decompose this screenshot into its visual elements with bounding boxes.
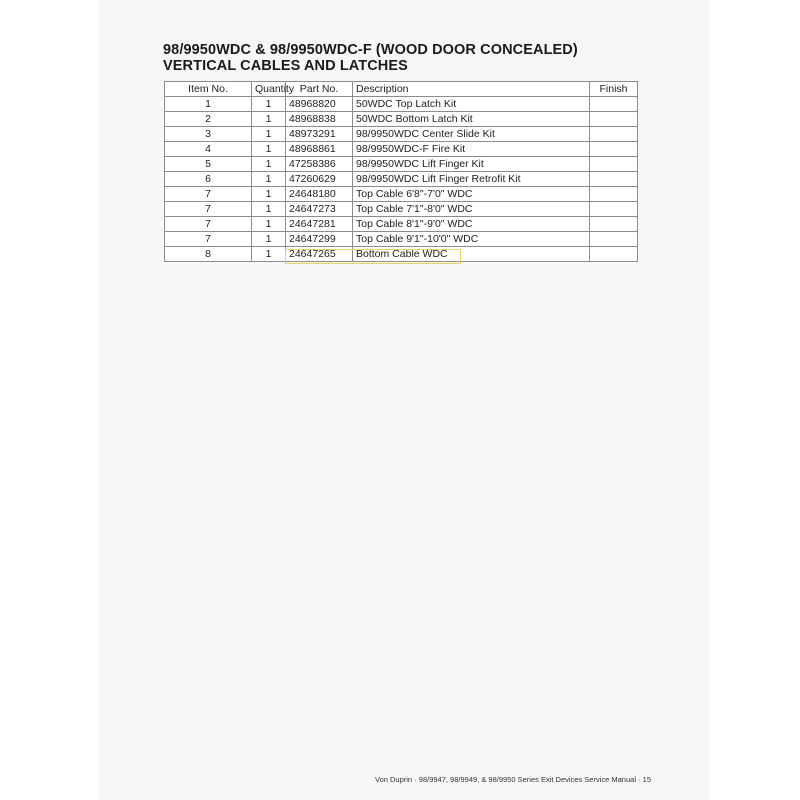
cell-item-no: 6 bbox=[165, 172, 252, 187]
cell-part-no: 48968861 bbox=[286, 142, 353, 157]
cell-finish bbox=[590, 172, 638, 187]
title-line-1: 98/9950WDC & 98/9950WDC-F (WOOD DOOR CONCEALED) bbox=[163, 42, 578, 58]
cell-quantity: 1 bbox=[252, 97, 286, 112]
table-row bbox=[165, 157, 638, 172]
cell-item-no: 7 bbox=[165, 232, 252, 247]
cell-description: 98/9950WDC Lift Finger Retrofit Kit bbox=[353, 172, 590, 187]
cell-quantity: 1 bbox=[252, 127, 286, 142]
cell-item-no: 1 bbox=[165, 97, 252, 112]
title-line-2: VERTICAL CABLES AND LATCHES bbox=[163, 58, 408, 74]
cell-finish bbox=[590, 202, 638, 217]
cell-quantity: 1 bbox=[252, 247, 286, 262]
cell-part-no: 47260629 bbox=[286, 172, 353, 187]
cell-part-no: 48968820 bbox=[286, 97, 353, 112]
table-row bbox=[165, 232, 638, 247]
cell-item-no: 7 bbox=[165, 187, 252, 202]
cell-description: 98/9950WDC Lift Finger Kit bbox=[353, 157, 590, 172]
cell-quantity: 1 bbox=[252, 187, 286, 202]
table-row bbox=[165, 217, 638, 232]
cell-finish bbox=[590, 247, 638, 262]
cell-quantity: 1 bbox=[252, 232, 286, 247]
cell-finish bbox=[590, 127, 638, 142]
cell-part-no: 47258386 bbox=[286, 157, 353, 172]
cell-description: Bottom Cable WDC bbox=[353, 247, 590, 262]
table-header-row bbox=[165, 82, 638, 97]
cell-quantity: 1 bbox=[252, 142, 286, 157]
cell-description: Top Cable 9'1"-10'0" WDC bbox=[353, 232, 590, 247]
cell-finish bbox=[590, 187, 638, 202]
cell-finish bbox=[590, 232, 638, 247]
cell-quantity: 1 bbox=[252, 202, 286, 217]
cell-quantity: 1 bbox=[252, 217, 286, 232]
cell-part-no: 48973291 bbox=[286, 127, 353, 142]
cell-item-no: 5 bbox=[165, 157, 252, 172]
cell-item-no: 4 bbox=[165, 142, 252, 157]
parts-table bbox=[164, 81, 638, 262]
table-row bbox=[165, 127, 638, 142]
header-description: Description bbox=[353, 82, 590, 97]
header-item-no: Item No. bbox=[165, 82, 252, 97]
cell-description: Top Cable 8'1"-9'0" WDC bbox=[353, 217, 590, 232]
cell-part-no: 24647299 bbox=[286, 232, 353, 247]
page-title bbox=[163, 42, 578, 74]
cell-part-no: 24647273 bbox=[286, 202, 353, 217]
header-finish: Finish bbox=[590, 82, 638, 97]
cell-description: 50WDC Bottom Latch Kit bbox=[353, 112, 590, 127]
table-row bbox=[165, 112, 638, 127]
table-row bbox=[165, 202, 638, 217]
table-row bbox=[165, 142, 638, 157]
cell-finish bbox=[590, 157, 638, 172]
table-row bbox=[165, 97, 638, 112]
cell-description: 98/9950WDC-F Fire Kit bbox=[353, 142, 590, 157]
table-row bbox=[165, 247, 638, 262]
page-footer: Von Duprin · 98/9947, 98/9949, & 98/9950 Series Exit Devices Service Manual · 15 bbox=[375, 775, 651, 784]
cell-description: Top Cable 6'8"-7'0" WDC bbox=[353, 187, 590, 202]
cell-finish bbox=[590, 142, 638, 157]
cell-item-no: 2 bbox=[165, 112, 252, 127]
cell-quantity: 1 bbox=[252, 172, 286, 187]
cell-item-no: 8 bbox=[165, 247, 252, 262]
cell-item-no: 3 bbox=[165, 127, 252, 142]
cell-item-no: 7 bbox=[165, 217, 252, 232]
cell-quantity: 1 bbox=[252, 112, 286, 127]
cell-finish bbox=[590, 217, 638, 232]
table-row bbox=[165, 172, 638, 187]
cell-part-no: 24647265 bbox=[286, 247, 353, 262]
cell-item-no: 7 bbox=[165, 202, 252, 217]
header-part-no: Part No. bbox=[286, 82, 353, 97]
cell-finish bbox=[590, 97, 638, 112]
cell-description: 50WDC Top Latch Kit bbox=[353, 97, 590, 112]
cell-part-no: 24647281 bbox=[286, 217, 353, 232]
cell-part-no: 48968838 bbox=[286, 112, 353, 127]
cell-description: 98/9950WDC Center Slide Kit bbox=[353, 127, 590, 142]
cell-quantity: 1 bbox=[252, 157, 286, 172]
cell-part-no: 24648180 bbox=[286, 187, 353, 202]
cell-description: Top Cable 7'1"-8'0" WDC bbox=[353, 202, 590, 217]
header-quantity: Quantity bbox=[252, 82, 286, 97]
table-row bbox=[165, 187, 638, 202]
cell-finish bbox=[590, 112, 638, 127]
